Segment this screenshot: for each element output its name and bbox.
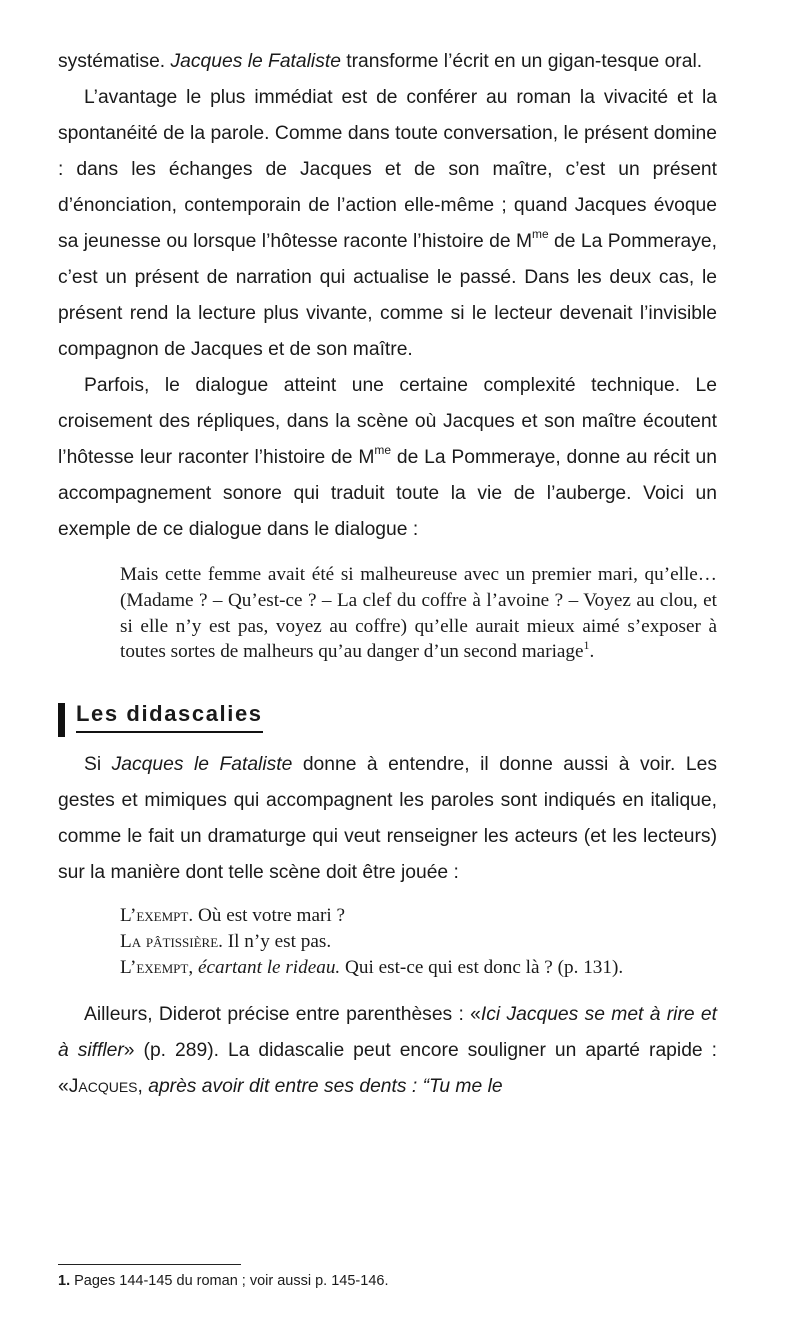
dialogue-text: Il n’y est pas. (222, 931, 332, 953)
text-run: L’avantage le plus immédiat est de conférer au roman la vivacité et la spontanéité de la parole. Comme dans toute conversation, le présent domine : dans les échanges de Jacques et de son maître, c’est un présent d’énonciation, contemporain de l’action elle-même ; quand Jacques évoque sa jeunesse ou lorsque l’hôtesse raconte l’histoire de M (58, 87, 717, 252)
paragraph-2 (58, 80, 717, 368)
paragraph-1 (58, 44, 717, 80)
superscript: me (532, 227, 549, 242)
section-heading (58, 699, 717, 737)
text-run: de La Pommeraye, donne au récit un accompagnement sonore qui traduit toute la vie de l’auberge. Voici un exemple de ce dialogue dans le dialogue : (58, 447, 718, 540)
section-title: Les didascalies (76, 699, 263, 733)
block-quote (120, 562, 717, 665)
speaker-name: L’exempt. (120, 905, 194, 927)
dialogue-text: Où est votre mari ? (193, 905, 346, 927)
speaker-name: Jacques, (68, 1076, 143, 1098)
italic-quote: après avoir dit entre ses dents : “Tu me le (142, 1076, 503, 1098)
page-content (58, 44, 717, 1105)
book-title: Jacques le Fataliste (111, 754, 293, 776)
text-run: systématise. (58, 51, 171, 72)
footnote-text: Pages 144-145 du roman ; voir aussi p. 145-146. (70, 1273, 389, 1289)
section-bar-decoration (58, 703, 65, 737)
book-title: Jacques le Fataliste (170, 51, 341, 72)
dialogue-line (120, 929, 717, 955)
stage-direction: écartant le rideau. (197, 957, 341, 979)
text-run: Si (84, 754, 112, 776)
paragraph-3 (58, 368, 717, 548)
superscript: me (374, 443, 392, 458)
footnote (58, 1272, 389, 1290)
text-run: Ailleurs, Diderot précise entre parenthèses : « (84, 1004, 481, 1026)
dialogue-excerpt (120, 903, 717, 981)
text-run: » (p. 289). La didascalie peut encore souligner un aparté rapide : « (58, 1040, 717, 1098)
text-run: donne à entendre, il donne aussi à voir. Les gestes et mimiques qui accompagnent les paroles sont indiqués en italique, comme le fait un dramaturge qui veut renseigner les acteurs (et les lecteurs) sur la manière dont telle scène doit être jouée : (58, 754, 717, 884)
footnote-ref[interactable]: 1 (583, 637, 590, 652)
dialogue-text: Qui est-ce qui est donc là ? (p. 131). (340, 957, 624, 979)
quote-text: Mais cette femme avait été si malheureuse avec un premier mari, qu’elle… (Madame ? – Qu’est-ce ? – La clef du coffre à l’avoine ? – Voyez au clou, et si elle n’y est pas, voyez au coffre) qu’elle aurait mieux aimé s’exposer à toutes sortes de malheurs qu’au danger d’un second mariage (120, 564, 717, 663)
footnote-number: 1. (58, 1273, 71, 1289)
paragraph-4 (58, 747, 717, 891)
text-run: transforme l’écrit en un gigan-tesque oral. (340, 51, 703, 72)
italic-quote: Ici Jacques se met à rire et à siffler (58, 1004, 717, 1062)
dialogue-line (120, 955, 717, 981)
speaker-name: L’exempt, (120, 957, 194, 979)
speaker-name: La pâtissière. (120, 931, 223, 953)
quote-end: . (589, 641, 595, 663)
text-run: de La Pommeraye, c’est un présent de narration qui actualise le passé. Dans les deux cas, le présent rend la lecture plus vivante, comme si le lecteur devenait l’invisible compagnon de Jacques et de son maître. (58, 231, 717, 360)
paragraph-5 (58, 997, 717, 1105)
dialogue-line (120, 903, 717, 929)
footnote-divider (58, 1264, 241, 1265)
text-run: Parfois, le dialogue atteint une certaine complexité technique. Le croisement des répliques, dans la scène où Jacques et son maître écoutent l’hôtesse leur raconter l’histoire de M (58, 375, 717, 468)
